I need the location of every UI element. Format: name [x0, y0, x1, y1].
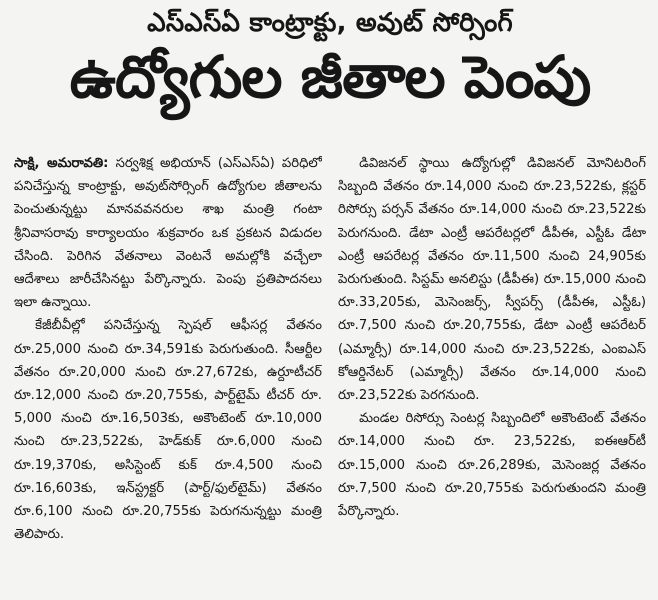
article-paragraph: మండల రిసోర్సు సెంటర్ల సిబ్బందిలో అకౌంటెంట్ వేతనం రూ.14,000 నుంచి రూ. 23,522కు, ఐఈఆర్‌టీ రూ.15,000 నుంచి రూ.26,289కు, మెసెంజర్ల వేతనం రూ.7,500 నుంచి రూ.20,755కు పెరుగుతుందని మంత్రి పేర్కొన్నారు.	[338, 411, 646, 520]
article-column-left	[14, 152, 322, 594]
article-column-right	[338, 152, 646, 594]
article-headline: ఉద్యోగుల జీతాల పెంపు	[69, 43, 591, 111]
paragraph-text: సర్వశిక్ష అభియాన్ (ఎస్‌ఎస్‌ఏ) పరిధిలో పనిచేస్తున్న కాంట్రాక్టు, అవుట్‌సోర్సింగ్ ఉద్యోగుల జీతాలను పెంచుతున్నట్టు మానవవనరుల శాఖ మంత్రి గంటా శ్రీనివాసరావు కార్యాలయం శుక్రవారం ఒక ప్రకటన విడుదల చేసింది. పెరిగిన వేతనాలు వెంటనే అమల్లోకి వచ్చేలా ఆదేశాలు జారీచేసినట్టు పేర్కొన్నారు. పెంపు ప్రతిపాదనలు ఇలా ఉన్నాయి.	[14, 156, 322, 311]
article-body	[14, 152, 646, 594]
article-paragraph	[14, 152, 322, 314]
article-paragraph: డివిజనల్ స్థాయి ఉద్యోగుల్లో డివిజనల్ మోనిటరింగ్ సిబ్బంది వేతనం రూ.14,000 నుంచి రూ.23,522కు, క్లస్టర్ రిసోర్సు పర్సన్ వేతనం రూ.14,000 నుంచి రూ.23,522కు పెరుగనుంది. డేటా ఎంట్రీ ఆపరేటర్లలో డీపీఈ, ఎస్టీఓ డేటా ఎంట్రీ ఆపరేటర్ల వేతనం రూ.11,500 నుంచి 24,905కు పెరుగుతుంది. సిస్టమ్ అనలిస్టు (డీపీఈ) రూ.15,000 నుంచి రూ.33,205కు, మెసెంజర్స్, స్వీపర్స్ (డీపీఈ, ఎస్టీఓ) రూ.7,500 నుంచి రూ.20,755కు, డేటా ఎంట్రీ ఆపరేటర్ (ఎమ్మార్సీ) రూ.14,000 నుంచి రూ.23,522కు, ఎంఐఎస్ కోఆర్డినేటర్ (ఎమ్మార్సీ) వేతనం రూ.14,000 నుంచి రూ.23,522కు పెరగనుంది.	[338, 156, 646, 404]
dateline: సాక్షి, అమరావతి:	[14, 156, 109, 171]
article-paragraph: కేజీబీవీల్లో పనిచేస్తున్న స్పెషల్ ఆఫీసర్ల వేతనం రూ.25,000 నుంచి రూ.34,591కు పెరుగుతుంది. సీఆర్టీల వేతనం రూ.20,000 నుంచి రూ.27,672కు, ఉర్దూటీచర్ రూ.12,000 నుంచి రూ.20,755కు, పార్ట్‌టైమ్ టీచర్ రూ. 5,000 నుంచి రూ.16,503కు, అకౌంటెంట్ రూ.10,000 నుంచి రూ.23,522కు, హెడ్‌కుక్ రూ.6,000 నుంచి రూ.19,370కు, అసిస్టెంట్ కుక్ రూ.4,500 నుంచి రూ.16,603కు, ఇన్‌స్ట్రక్టర్ (పార్ట్/ఫుల్‌టైమ్) వేతనం రూ.6,100 నుంచి రూ.20,755కు పెరుగనున్నట్టు మంత్రి తెలిపారు.	[14, 318, 322, 543]
article-kicker: ఎస్‌ఎస్‌ఏ కాంట్రాక్టు, అవుట్ సోర్సింగ్	[147, 8, 513, 38]
